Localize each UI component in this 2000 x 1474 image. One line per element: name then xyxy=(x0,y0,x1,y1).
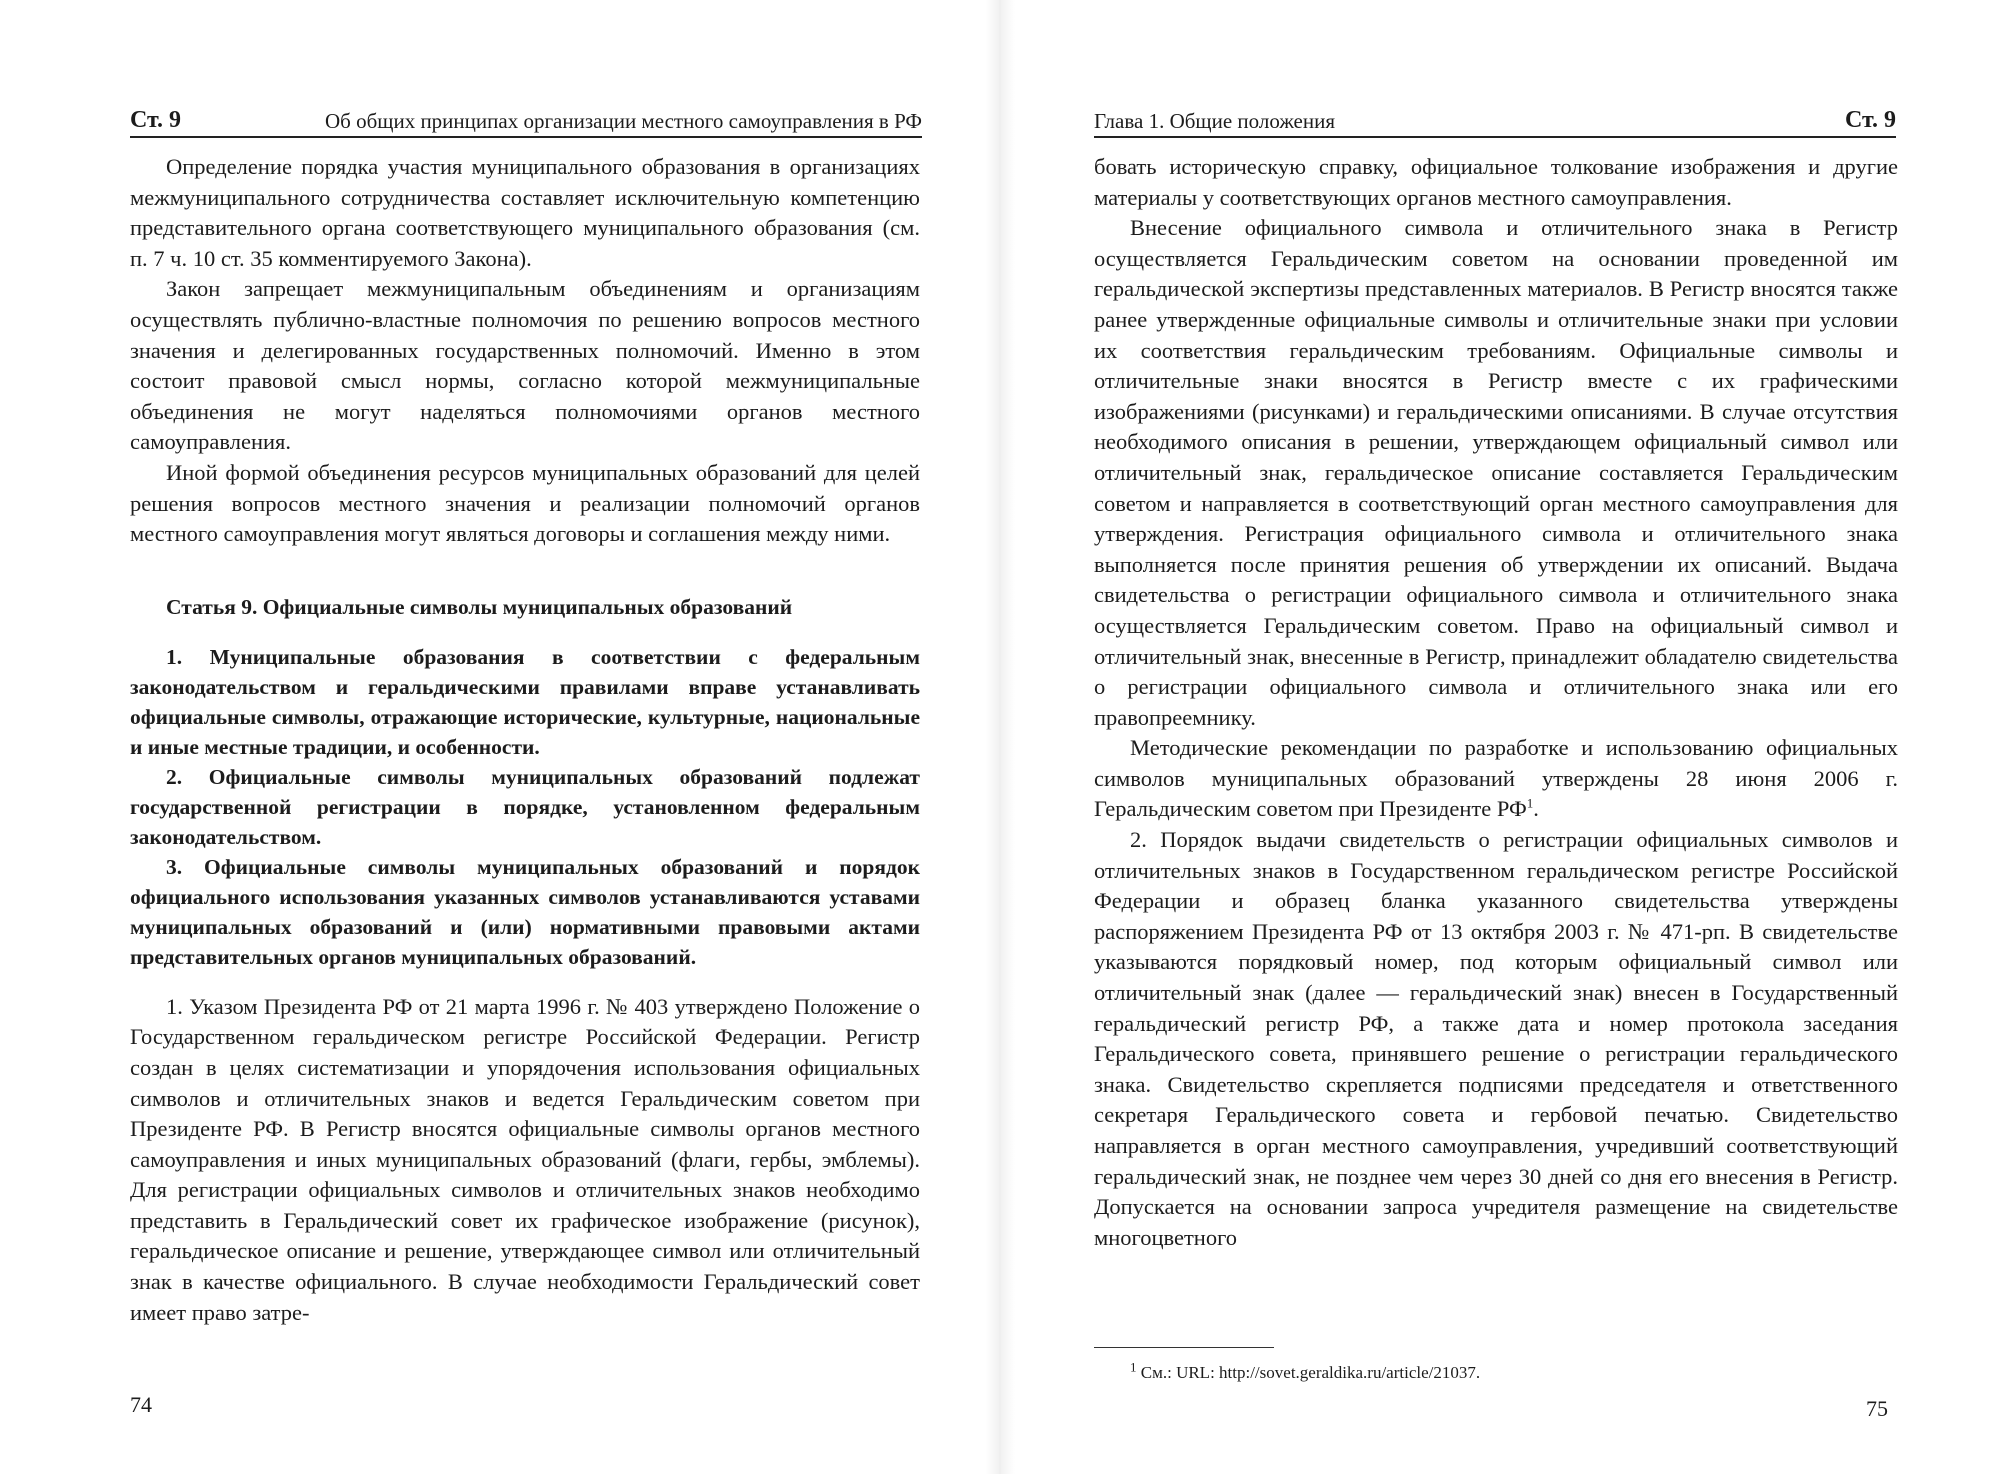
footnote-separator xyxy=(1094,1347,1274,1348)
commentary-paragraph: 1. Указом Президента РФ от 21 марта 1996 г. № 403 утверждено Положение о Государственном геральдическом регистре Российской Федерации. Регистр создан в целях систематизации и упорядочения использования официальных символов и отличительных знаков и ведется Геральдическим советом при Президенте РФ. В Регистр вносятся официальные символы органов местного самоуправления и иных муниципальных образований (флаги, гербы, эмблемы). Для регистрации официальных символов и отличительных знаков необходимо представить в Геральдический совет их графическое изображение (рисунок), геральдическое описание и решение, утверждающее символ или отличительный знак в качестве официального. В случае необходимости Геральдический совет имеет право затре- xyxy=(130,993,920,1325)
left-running-head xyxy=(130,102,922,138)
methodical-end: . xyxy=(1533,796,1539,822)
right-running-head xyxy=(1094,102,1896,138)
paragraph: Внесение официального символа и отличительного знака в Регистр осуществляется Геральдическим советом на основании проведенной им геральдической экспертизы представленных материалов. В Регистр вносятся также ранее утвержденные официальные символы и отличительные знаки при условии их соответствия геральдическим требованиям. Официальные символы и отличительные знаки вносятся в Регистр вместе с их графическими изображениями (рисунками) и геральдическими описаниями. В случае отсутствия необходимого описания в решении, утверждающем официальный символ или отличительный знак, геральдическое описание составляется Геральдическим советом и направляется в соответствующий орган местного самоуправления для утверждения. Регистрация официального символа и отличительного знака выполняется после принятия решения об утверждении их описаний. Выдача свидетельства о регистрации официального символа и отличительного знака осуществляется Геральдическим советом. Право на официальный символ и отличительный знак, внесенные в Регистр, принадлежит обладателю свидетельства о регистрации официального символа и отличительного знака или его правопреемнику. xyxy=(1094,215,1898,730)
right-running-head-title: Глава 1. Общие положения xyxy=(1094,109,1336,133)
statute-point-1: 1. Муниципальные образования в соответствии с федеральным законодательством и геральдическими правилами вправе устанавливать официальные символы, отражающие исторические, культурные, национальные и иные местные традиции, и особенности. xyxy=(130,644,920,759)
statute-text xyxy=(130,642,920,972)
right-page-number: 75 xyxy=(1866,1396,1888,1421)
article-heading: Статья 9. Официальные символы муниципальных образований xyxy=(166,594,793,619)
right-running-head-article: Ст. 9 xyxy=(1845,107,1896,133)
statute-point-3: 3. Официальные символы муниципальных образований и порядок официального использования указанных символов устанавливаются уставами муниципальных образований и (или) нормативными правовыми актами представительных органов муниципальных образований. xyxy=(130,854,920,969)
footnote-reference: 1 xyxy=(1526,795,1534,811)
left-page-number: 74 xyxy=(130,1392,152,1417)
left-page-body xyxy=(130,152,920,1328)
statute-point-2: 2. Официальные символы муниципальных образований подлежат государственной регистрации в порядке, установленном федеральным законодательством. xyxy=(130,764,920,849)
methodical-text: Методические рекомендации по разработке и использованию официальных символов муниципальных образований утверждены 28 июня 2006 г. Геральдическим советом при Президенте РФ xyxy=(1094,735,1898,822)
right-page-body xyxy=(1094,152,1898,1253)
paragraph: Закон запрещает межмуниципальным объединениям и организациям осуществлять публично-властные полномочия по решению вопросов местного значения и делегированных государственных полномочий. Именно в этом состоит правовой смысл нормы, согласно которой межмуниципальные объединения не могут наделяться полномочиями органов местного самоуправления. xyxy=(130,276,920,455)
paragraph: Иной формой объединения ресурсов муниципальных образований для целей решения вопросов местного значения и реализации полномочий органов местного самоуправления могут являться договоры и соглашения между ними. xyxy=(130,459,920,547)
methodical-paragraph xyxy=(1094,733,1898,825)
left-running-head-title: Об общих принципах организации местного самоуправления в РФ xyxy=(325,109,922,133)
footnote-text: См.: URL: http://sovet.geraldika.ru/article/21037. xyxy=(1136,1363,1481,1382)
right-page xyxy=(1000,0,2000,1474)
continuation-paragraph: бовать историческую справку, официальное толкование изображения и другие материалы у соответствующих органов местного самоуправления. xyxy=(1094,154,1898,210)
paragraph: 2. Порядок выдачи свидетельств о регистрации официальных символов и отличительных знаков в Государственном геральдическом регистре Российской Федерации и образец бланка указанного свидетельства утверждены распоряжением Президента РФ от 13 октября 2003 г. № 471-рп. В свидетельстве указываются порядковый номер, под которым официальный символ или отличительный знак (далее — геральдический знак) внесен в Государственный геральдический регистр РФ, а также дата и номер протокола заседания Геральдического совета, принявшего решение о регистрации геральдического знака. Свидетельство скрепляется подписями председателя и ответственного секретаря Геральдического совета и гербовой печатью. Свидетельство направляется в орган местного самоуправления, учредивший соответствующий геральдический знак, не позднее чем через 30 дней со дня его внесения в Регистр. Допускается на основании запроса учредителя размещение на свидетельстве многоцветного xyxy=(1094,827,1898,1250)
left-running-head-article: Ст. 9 xyxy=(130,107,181,133)
footnote-mark: 1 xyxy=(1130,1359,1137,1375)
paragraph: Определение порядка участия муниципального образования в организациях межмуниципального сотрудничества составляет исключительную компетенцию представительного органа соответствующего муниципального образования (см. п. 7 ч. 10 ст. 35 комментируемого Закона). xyxy=(130,154,920,271)
footnote xyxy=(1130,1359,1481,1384)
